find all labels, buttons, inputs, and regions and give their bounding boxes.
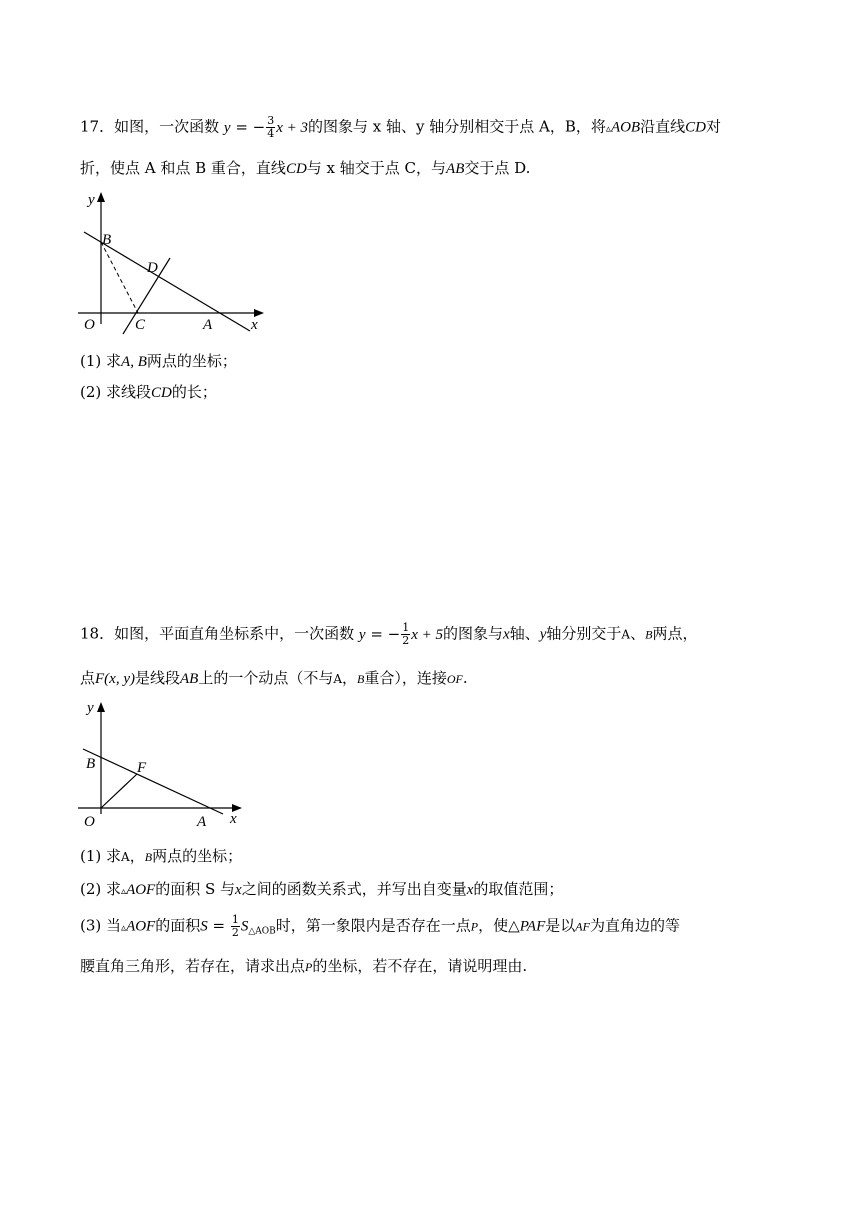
q18-half-fraction: $\frac{1}{2}$ bbox=[231, 913, 239, 939]
q18-part-3-cont: 腰直角三角形，若存在，请求出点P的坐标，若不存在，请说明理由. bbox=[80, 957, 528, 975]
q18-part-3: (3) 当▵AOF的面积S = $\frac{1}{2}$ $S_{\triangle AOB}$时，第一象限内是否存在一点P，使△PAF是以AF为直角边的等 bbox=[80, 913, 680, 939]
q18-figure bbox=[78, 696, 258, 831]
q18-label-y: y bbox=[87, 700, 94, 716]
q17-part-1: (1) 求A, B两点的坐标； bbox=[80, 352, 237, 370]
q17-equation: y = − $\frac{3}{4}$ x + 3 bbox=[223, 114, 309, 140]
q17-label-x: x bbox=[251, 317, 258, 333]
q18-part-2: (2) 求▵AOF的面积 S 与x之间的函数关系式，并写出自变量x的取值范围； bbox=[80, 880, 564, 898]
q17-part-2: (2) 求线段CD的长； bbox=[80, 383, 217, 401]
q18-label-x: x bbox=[230, 811, 237, 827]
q17-fraction: $\frac{3}{4}$ bbox=[267, 114, 275, 140]
q18-segment-of bbox=[101, 774, 137, 808]
q17-line-1: 17．如图，一次函数 y = − $\frac{3}{4}$ x + 3的图象与 x 轴、y 轴分别相交于点 A，B，将▵AOB沿直线CD对 bbox=[80, 114, 721, 140]
q17-label-b: B bbox=[102, 232, 112, 248]
q17-label-a: A bbox=[203, 317, 213, 333]
q17-line-2: 折，使点 A 和点 B 重合，直线CD与 x 轴交于点 C，与AB交于点 D. bbox=[80, 159, 531, 177]
q18-line-1: 18．如图，平面直角坐标系中，一次函数 y = − $\frac{1}{2}$ x + 5的图象与x轴、y轴分别交于A、B两点， bbox=[80, 621, 698, 647]
q18-number: 18． bbox=[80, 624, 115, 643]
q18-label-o: O bbox=[84, 814, 95, 830]
q18-part-1: (1) 求A，B两点的坐标； bbox=[80, 847, 243, 865]
q18-label-b: B bbox=[86, 756, 96, 772]
q17-y-arrow-icon bbox=[97, 192, 105, 202]
q17-label-o: O bbox=[84, 317, 95, 333]
q18-fraction: $\frac{1}{2}$ bbox=[402, 621, 410, 647]
q18-equation: y = − $\frac{1}{2}$ x + 5 bbox=[358, 621, 444, 647]
q17-number: 17． bbox=[80, 117, 115, 136]
q17-text: 如图，一次函数 bbox=[114, 117, 220, 136]
q17-label-d: D bbox=[147, 260, 158, 276]
q18-line-2: 点F(x, y)是线段AB上的一个动点（不与A，B重合），连接OF. bbox=[80, 669, 468, 687]
q17-label-c: C bbox=[135, 317, 146, 333]
q17-label-y: y bbox=[88, 192, 95, 208]
q18-label-a: A bbox=[197, 814, 207, 830]
q18-label-f: F bbox=[137, 760, 147, 776]
q18-line-ab bbox=[83, 749, 223, 814]
q18-y-arrow-icon bbox=[97, 702, 105, 712]
q17-figure bbox=[78, 188, 278, 338]
q17-x-arrow-icon bbox=[254, 309, 264, 317]
